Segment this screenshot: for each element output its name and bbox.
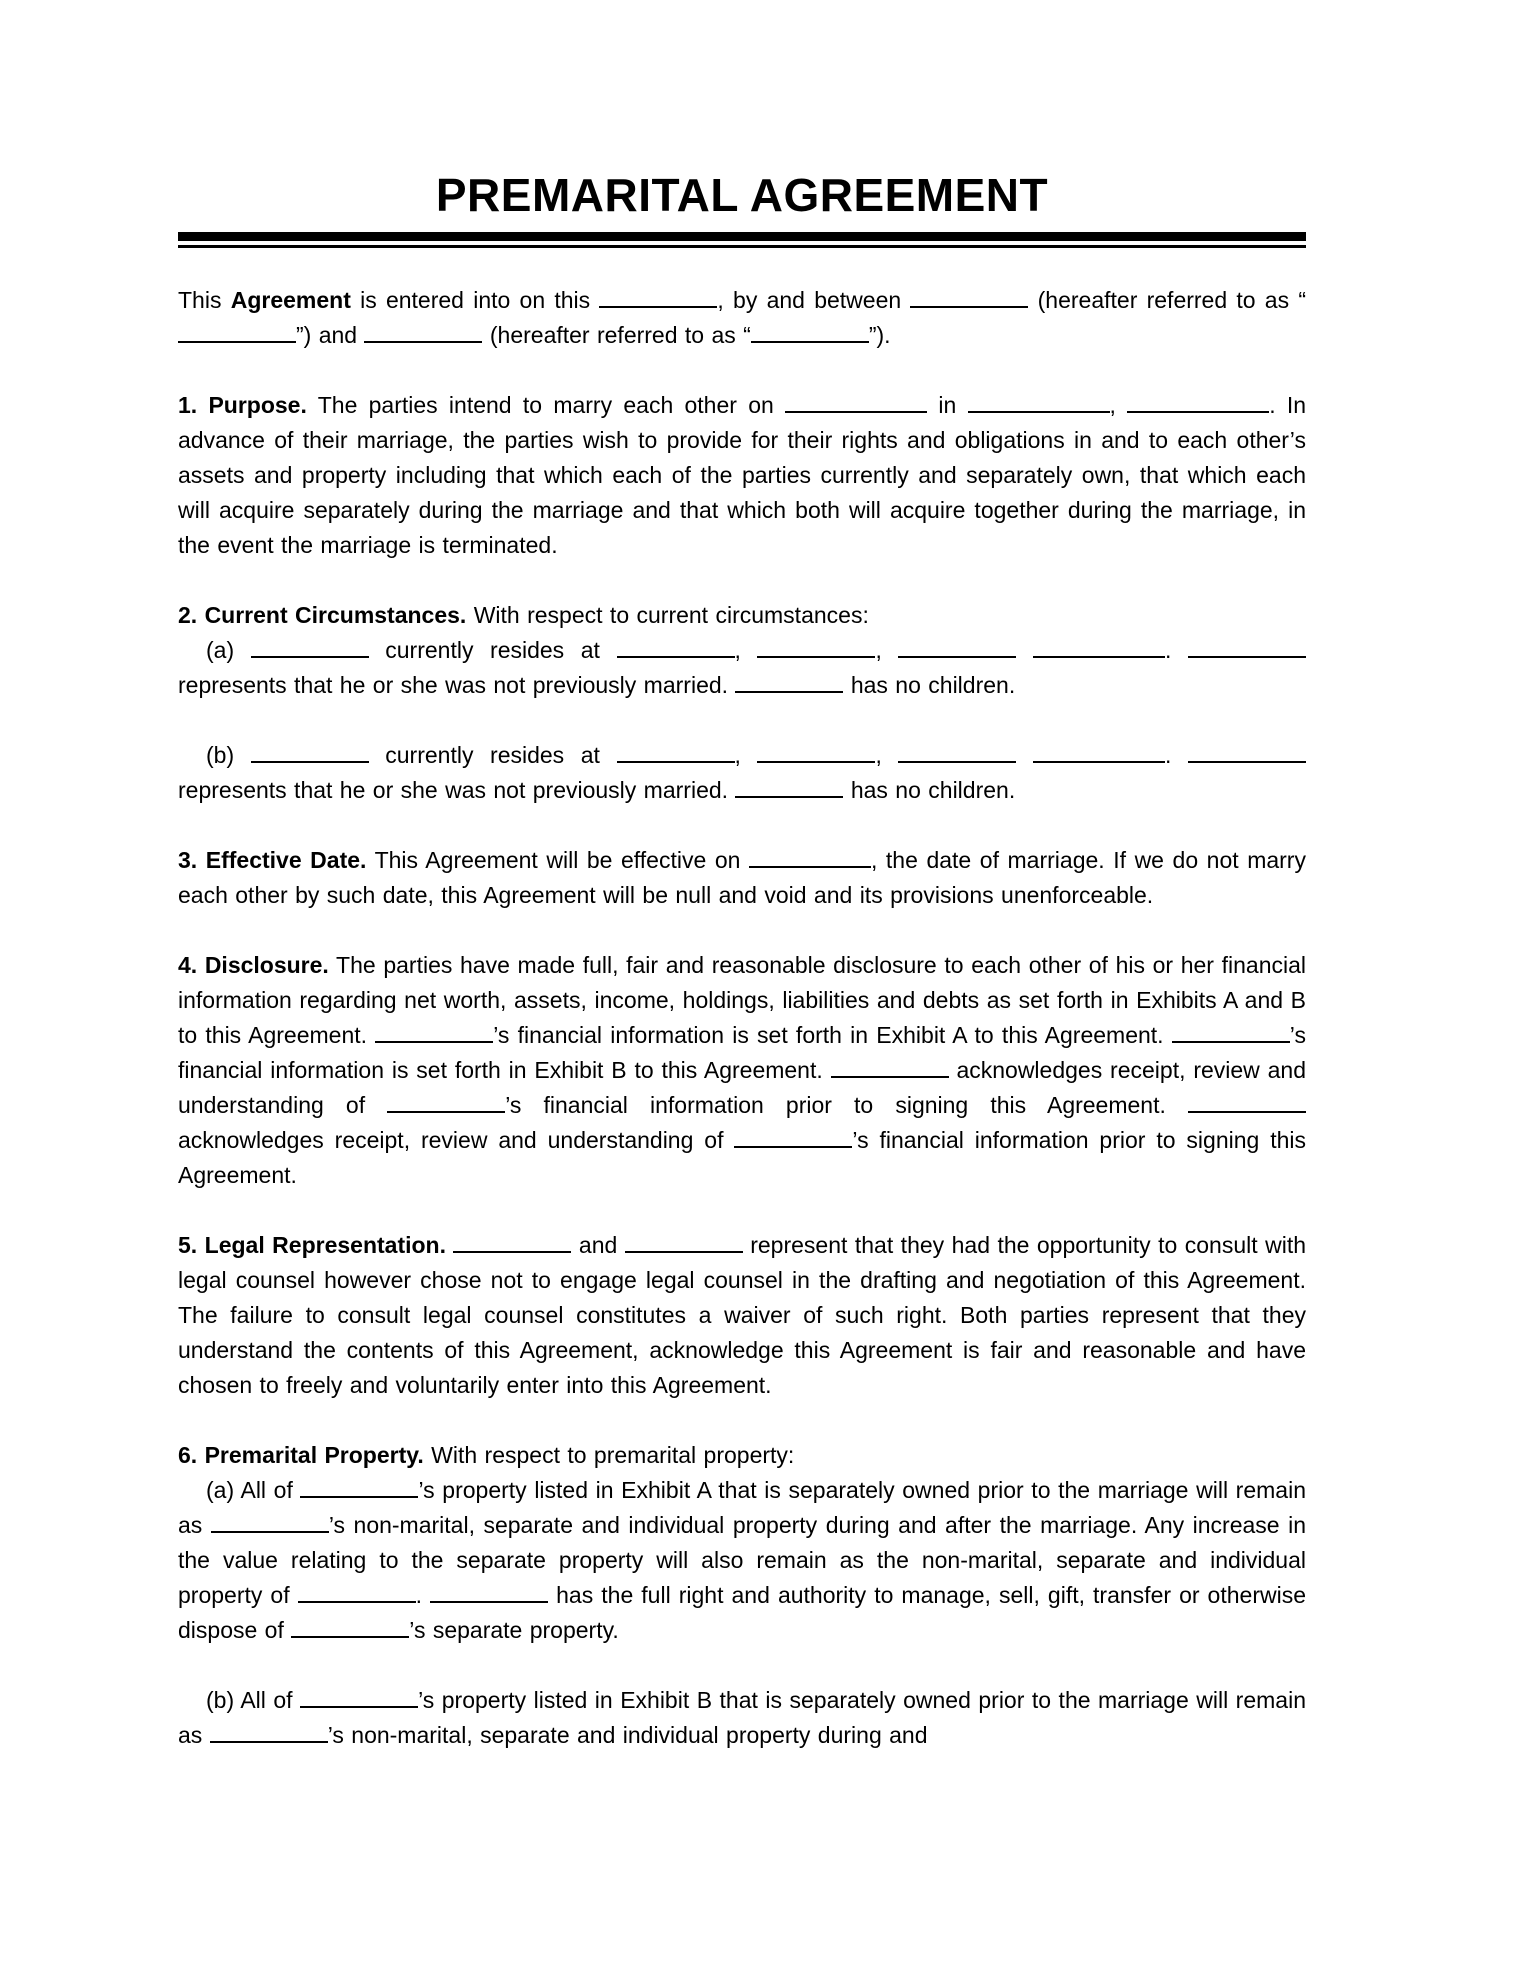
fill-in-blank[interactable] [910, 284, 1028, 308]
fill-in-blank[interactable] [387, 1089, 505, 1113]
fill-in-blank[interactable] [1033, 634, 1165, 658]
section-6-subparagraph-b [178, 1683, 1306, 1753]
fill-in-blank[interactable] [291, 1614, 409, 1638]
section-2-current-circumstances-heading [178, 598, 1306, 633]
clause-text: (a) [206, 637, 251, 663]
section-3-effective-date [178, 843, 1306, 913]
fill-in-blank[interactable] [211, 1509, 329, 1533]
clause-text: ’s non-marital, separate and individual property during and [327, 1722, 928, 1748]
clause-text: , the date of marriage. If we do not marry each other by such date, this Agreement will be null and void and its provisions unenforceable. [178, 847, 1306, 908]
intro-paragraph [178, 283, 1306, 353]
clause-text: ’s financial information is set forth in Exhibit A to this Agreement. [493, 1022, 1172, 1048]
fill-in-blank[interactable] [453, 1229, 571, 1253]
fill-in-blank[interactable] [757, 634, 875, 658]
fill-in-blank[interactable] [735, 669, 843, 693]
fill-in-blank[interactable] [364, 319, 482, 343]
clause-text [446, 1232, 453, 1258]
clause-heading-text: 4. Disclosure. [178, 952, 329, 978]
fill-in-blank[interactable] [1188, 739, 1306, 763]
fill-in-blank[interactable] [831, 1054, 949, 1078]
clause-text: ’s financial information prior to signing this Agreement. [178, 1127, 1306, 1188]
section-1-purpose [178, 388, 1306, 563]
clause-text [1016, 637, 1033, 663]
fill-in-blank[interactable] [898, 739, 1016, 763]
clause-text: , [1109, 392, 1128, 418]
fill-in-blank[interactable] [599, 284, 717, 308]
clause-text: represents that he or she was not previously married. [178, 777, 736, 803]
section-2-subparagraph-a [178, 633, 1306, 703]
clause-text: , [734, 637, 758, 663]
clause-text: acknowledges receipt, review and understanding of [178, 1057, 1306, 1118]
section-6-subparagraph-a [178, 1473, 1306, 1648]
clause-text: . In advance of their marriage, the parties wish to provide for their rights and obligations in and to each other’s assets and property including that which each of the parties currently and separately own, that which each will acquire separately during the marriage and that which both will acquire together during the marriage, in the event the marriage is terminated. [178, 392, 1307, 558]
clause-text: The parties have made full, fair and reasonable disclosure to each other of his or her financial information regarding net worth, assets, income, holdings, liabilities and debts as set forth in Exhibits A and B to this Agreement. [178, 952, 1306, 1048]
fill-in-blank[interactable] [300, 1474, 418, 1498]
fill-in-blank[interactable] [430, 1579, 548, 1603]
clause-text: . [415, 1582, 431, 1608]
section-6-premarital-property-heading [178, 1438, 1306, 1473]
fill-in-blank[interactable] [1188, 634, 1306, 658]
fill-in-blank[interactable] [1127, 389, 1269, 413]
clause-text: This Agreement will be effective on [366, 847, 749, 873]
document-page [178, 0, 1306, 1788]
fill-in-blank[interactable] [968, 389, 1110, 413]
clause-text: has no children. [843, 672, 1016, 698]
fill-in-blank[interactable] [1188, 1089, 1306, 1113]
clause-heading-text: 1. Purpose. [178, 392, 307, 418]
clause-text: (b) [206, 742, 251, 768]
fill-in-blank[interactable] [749, 844, 871, 868]
clause-text: With respect to current circumstances: [466, 602, 869, 628]
clause-text: and [571, 1232, 625, 1258]
fill-in-blank[interactable] [300, 1684, 418, 1708]
clause-text: . [1165, 637, 1188, 663]
document-title: PREMARITAL AGREEMENT [435, 169, 1049, 221]
fill-in-blank[interactable] [898, 634, 1016, 658]
fill-in-blank[interactable] [734, 1124, 852, 1148]
clause-text: , by and between [717, 287, 911, 313]
clause-text: ’s financial information is set forth in Exhibit B to this Agreement. [178, 1022, 1306, 1083]
section-2-subparagraph-b [178, 738, 1306, 808]
clause-heading-text: 5. Legal Representation. [178, 1232, 446, 1258]
clause-heading-text: Agreement [230, 287, 351, 313]
clause-text: currently resides at [368, 637, 617, 663]
title-rule-thin-line [178, 245, 1306, 248]
clause-text: acknowledges receipt, review and understanding of [178, 1127, 735, 1153]
fill-in-blank[interactable] [785, 389, 927, 413]
title-rule-thick-line [178, 232, 1306, 241]
clause-text: ’s financial information prior to signing this Agreement. [505, 1092, 1188, 1118]
fill-in-blank[interactable] [1033, 739, 1165, 763]
clause-text: This [178, 287, 231, 313]
clause-text: in [927, 392, 968, 418]
clause-text: is entered into on this [350, 287, 600, 313]
fill-in-blank[interactable] [375, 1019, 493, 1043]
fill-in-blank[interactable] [298, 1579, 416, 1603]
clause-text: ’s separate property. [409, 1617, 619, 1643]
title-rule [178, 232, 1306, 248]
clause-text: (hereafter referred to as “ [1028, 287, 1307, 313]
fill-in-blank[interactable] [178, 319, 296, 343]
fill-in-blank[interactable] [251, 634, 369, 658]
clause-text: ”). [868, 322, 891, 348]
fill-in-blank[interactable] [210, 1719, 328, 1743]
clause-text: , [875, 637, 899, 663]
clause-heading-text: 6. Premarital Property. [178, 1442, 424, 1468]
clause-text: has no children. [843, 777, 1016, 803]
fill-in-blank[interactable] [617, 739, 735, 763]
clause-text: With respect to premarital property: [423, 1442, 795, 1468]
section-4-disclosure [178, 948, 1306, 1193]
clause-text: The parties intend to marry each other on [306, 392, 786, 418]
clause-text: ”) and [296, 322, 365, 348]
clause-text: . [1165, 742, 1188, 768]
fill-in-blank[interactable] [251, 739, 369, 763]
clause-text: ’s property listed in Exhibit B that is separately owned prior to the marriage will remain as [178, 1687, 1306, 1748]
clause-text: has the full right and authority to manage, sell, gift, transfer or otherwise dispose of [178, 1582, 1306, 1643]
clause-text: , [734, 742, 758, 768]
fill-in-blank[interactable] [625, 1229, 743, 1253]
clause-text: (a) All of [206, 1477, 301, 1503]
clause-text: (hereafter referred to as “ [482, 322, 751, 348]
clause-text: (b) All of [206, 1687, 301, 1713]
fill-in-blank[interactable] [617, 634, 735, 658]
clause-text: ’s non-marital, separate and individual property during and after the marriage. Any increase in the value relating to the separate property will also remain as the non-marital, separate and individual property of [178, 1512, 1306, 1608]
fill-in-blank[interactable] [757, 739, 875, 763]
clause-text: represents that he or she was not previously married. [178, 672, 736, 698]
clause-text: currently resides at [368, 742, 617, 768]
clause-heading-text: 2. Current Circumstances. [178, 602, 467, 628]
fill-in-blank[interactable] [1172, 1019, 1290, 1043]
clause-heading-text: 3. Effective Date. [178, 847, 367, 873]
clause-text: ’s property listed in Exhibit A that is separately owned prior to the marriage will remain as [178, 1477, 1306, 1538]
fill-in-blank[interactable] [751, 319, 869, 343]
clause-text [1016, 742, 1033, 768]
clause-text: represent that they had the opportunity to consult with legal counsel however chose not to engage legal counsel in the drafting and negotiation of this Agreement. The failure to consult legal counsel constitutes a waiver of such right. Both parties represent that they understand the contents of this Agreement, acknowledge this Agreement is fair and reasonable and have chosen to freely and voluntarily enter into this Agreement. [178, 1232, 1307, 1398]
fill-in-blank[interactable] [735, 774, 843, 798]
section-5-legal-representation [178, 1228, 1306, 1403]
clause-text: , [875, 742, 899, 768]
